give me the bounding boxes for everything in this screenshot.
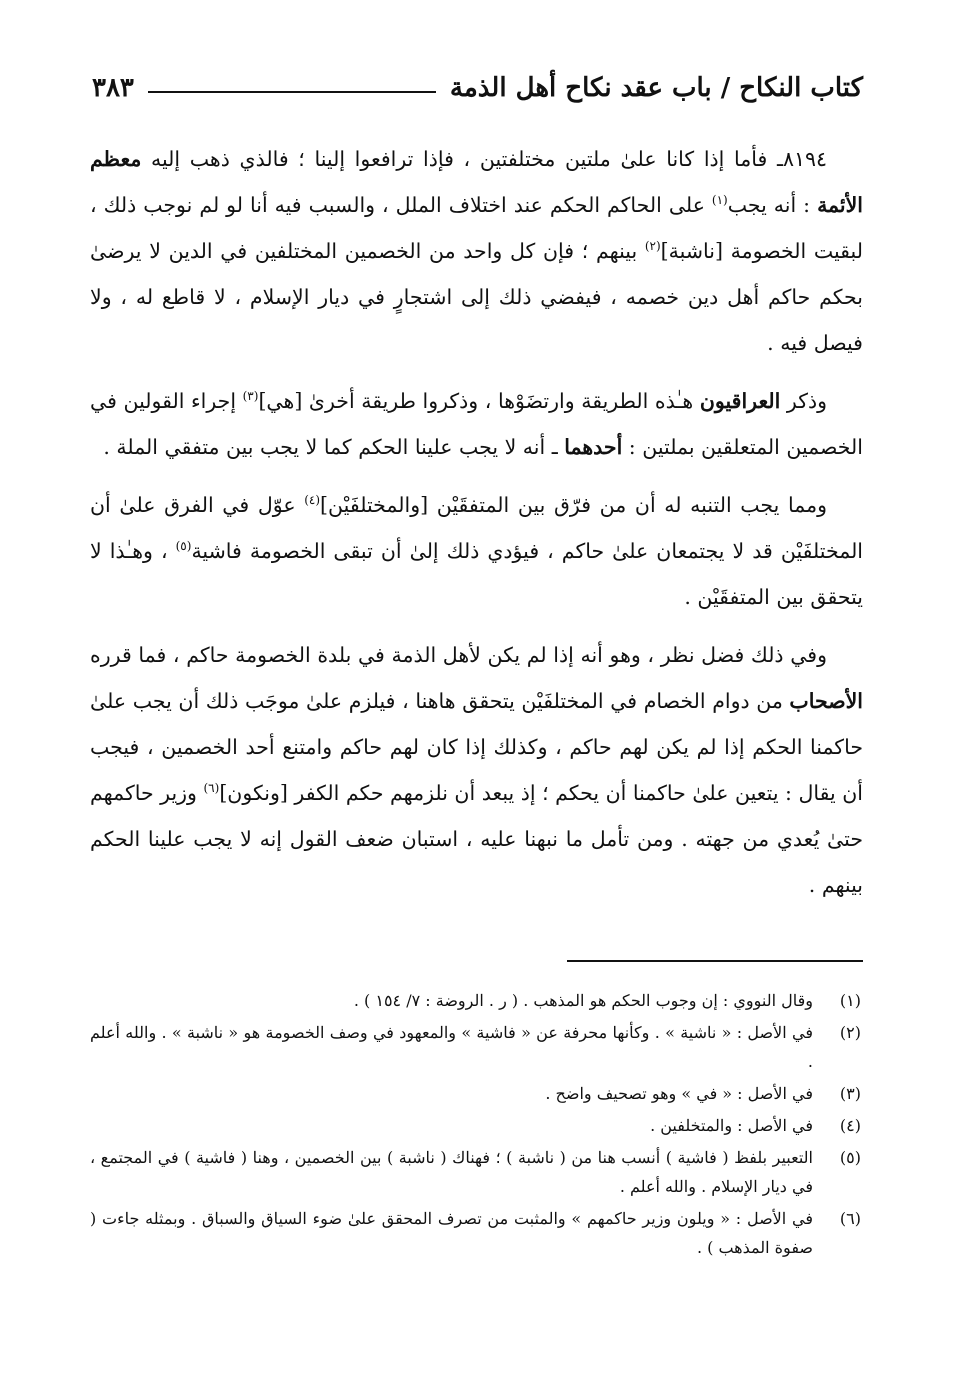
header-title: كتاب النكاح / باب عقد نكاح أهل الذمة	[449, 73, 863, 103]
footnote-number: (٢)	[839, 1023, 861, 1042]
text-run: وفي ذلك فضل نظر ، وهو أنه إذا لم يكن لأهل الذمة في بلدة الخصومة حاكم ، فما قرره	[90, 643, 827, 667]
footnote-text: في الأصل : « في » وهو تصحيف واضح .	[545, 1084, 813, 1103]
footnote-item	[90, 1079, 861, 1108]
footnote-ref[interactable]: (١)	[711, 193, 728, 208]
bold-term: أحدهما	[564, 435, 623, 459]
text-run: وزير حاكمهم حتىٰ يُعدي من جهته . ومن تأمل ما نبهنا عليه ، استبان ضعف القول إنه لا يجب علينا الحكم بينهم .	[90, 781, 863, 897]
main-text	[90, 136, 863, 920]
footnote-number: (١)	[839, 991, 861, 1010]
text-run: إجراء القولين في الخصمين المتعلقين بملتين :	[90, 389, 863, 459]
footnote-number: (٣)	[839, 1084, 861, 1103]
footnote-text: في الأصل : والمتخلفين .	[650, 1116, 813, 1135]
text-run: ٨١٩٤ـ فأما إذا كانا علىٰ ملتين مختلفتين ، فإذا ترافعوا إلينا ؛ فالذي ذهب إليه	[141, 147, 827, 171]
text-run: عوّل في الفرق علىٰ أن المختلفَيْن قد لا يجتمعان علىٰ حاكم ، فيؤدي ذلك إلىٰ أن تبقى الخصومة فاشية	[90, 493, 864, 563]
text-run: : أنه يجب	[727, 193, 818, 217]
text-run: ، وهـٰذا لا يتحقق بين المتفقَيْن .	[90, 539, 863, 609]
footnote-item	[90, 986, 861, 1015]
footnote-separator	[567, 960, 863, 962]
footnotes	[90, 986, 861, 1265]
text-run: على الحاكم الحكم عند اختلاف الملل ، والسبب فيه أنا لو لم نوجب ذلك ، لبقيت الخصومة [ناشبة]	[90, 193, 863, 263]
footnote-ref[interactable]: (٢)	[644, 239, 661, 254]
footnote-text: التعبير بلفظ ( فاشية ) أنسب هنا من ( ناشبة ) ؛ فهناك ( ناشبة ) بين الخصمين ، وهنا ( فاشية ) في المجتمع ، في ديار الإسلام . والله أعلم .	[90, 1148, 813, 1196]
bold-term: الأصحاب	[789, 689, 863, 713]
text-run: ـ أنه لا يجب علينا الحكم كما لا يجب بين متفقي الملة .	[103, 435, 565, 459]
text-run: وذكر	[780, 389, 827, 413]
footnote-text: في الأصل : « ناشية » . وكأنها محرفة عن « فاشية » والمعهود في وصف الخصومة هو « ناشبة » . والله أعلم .	[90, 1023, 813, 1071]
footnote-text: وقال النووي : إن وجوب الحكم هو المذهب . ( ر . الروضة : ٧/ ١٥٤ ) .	[353, 991, 813, 1010]
footnote-ref[interactable]: (٤)	[304, 493, 321, 508]
page-number: ٣٨٣	[92, 73, 134, 103]
paragraph-2	[90, 378, 863, 470]
text-run: هـٰذه الطريقة وارتضَوْها ، وذكروا طريقة أخرىٰ [هي]	[258, 389, 700, 413]
text-run: من دوام الخصام في المختلفَيْن يتحقق هاهنا ، فيلزم علىٰ موجَب ذلك أن يجب علىٰ حاكمنا الحكم إذا لم يكن لهم حاكم ، وكذلك إذا كان لهم حاكم وامتنع أحد الخصمين ، فيجب أن يقال : يتعين علىٰ حاكمنا أن يحكم ؛ إذ يبعد أن نلزمهم حكم الكفر [ونكون]	[90, 689, 863, 805]
footnote-item	[90, 1204, 861, 1262]
bold-term: معظم الأئمة	[90, 147, 863, 217]
footnote-number: (٥)	[839, 1148, 861, 1167]
paragraph-4	[90, 632, 863, 908]
footnote-ref[interactable]: (٥)	[175, 539, 192, 554]
text-run: ومما يجب التنبه له أن من فرّق بين المتفقَيْن [والمختلفَيْن]	[320, 493, 827, 517]
running-header	[92, 64, 863, 112]
footnote-number: (٤)	[839, 1116, 861, 1135]
footnote-item	[90, 1143, 861, 1201]
footnote-ref[interactable]: (٣)	[242, 389, 259, 404]
footnote-text: في الأصل : « ويلون وزير حاكمهم » والمثبت من تصرف المحقق علىٰ ضوء السياق والسباق . وبمثله جاءت ( صفوة المذهب ) .	[90, 1209, 814, 1257]
footnote-item	[90, 1111, 861, 1140]
paragraph-1	[90, 136, 863, 366]
text-run: بينهم ؛ فإن كل واحد من الخصمين المختلفين في الدين لا يرضىٰ بحكم حاكم أهل دين خصمه ، فيفضي ذلك إلى اشتجارٍ في ديار الإسلام ، لا قاطع له ، ولا فيصل فيه .	[90, 239, 863, 355]
footnote-ref[interactable]: (٦)	[203, 781, 220, 796]
paragraph-3	[90, 482, 863, 620]
footnote-item	[90, 1018, 861, 1076]
header-rule	[148, 91, 436, 93]
footnote-number: (٦)	[839, 1209, 861, 1228]
bold-term: العراقيون	[699, 389, 781, 413]
